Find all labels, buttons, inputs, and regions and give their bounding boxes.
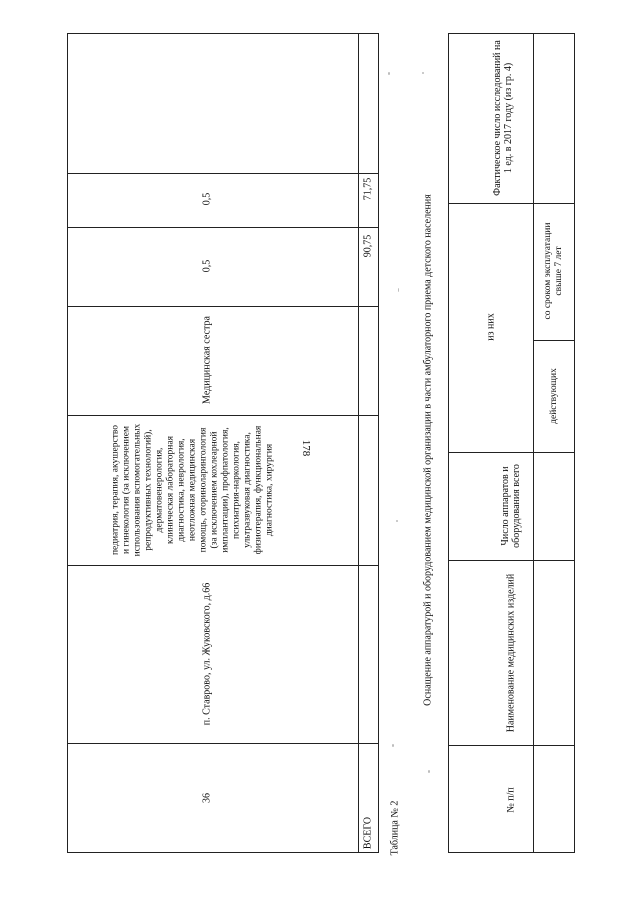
total-label: ВСЕГО xyxy=(362,816,374,850)
table-title: Оснащение аппаратурой и оборудованием медицинской организации в части амбулаторного приема детского населения xyxy=(422,194,434,706)
header-num: № п/п xyxy=(505,787,517,813)
header-over7: со сроком эксплуатации свыше 7 лет xyxy=(543,222,564,320)
value-a-cell: 0,5 xyxy=(201,259,213,273)
header-total-count: Число аппаратов и оборудования всего xyxy=(500,464,522,548)
header-of-them: из них xyxy=(485,313,497,341)
header-actual: Фактическое число исследований на 1 ед. в 2017 году (из гр. 4) xyxy=(492,40,514,196)
table-caption: Таблица № 2 xyxy=(389,800,401,856)
value-b-cell: 0,5 xyxy=(201,192,213,206)
total-value-a: 90,75 xyxy=(362,234,374,258)
total-value-b: 71,75 xyxy=(362,177,374,201)
address-cell: п. Ставрово, ул. Жуковского, д.66 xyxy=(201,582,213,726)
page-number: 178 xyxy=(300,439,312,457)
row-number-cell: 36 xyxy=(201,793,213,803)
header-name: Наименование медицинских изделий xyxy=(505,573,517,733)
header-active: действующих xyxy=(549,368,559,424)
activities-cell: педиатрия, терапия, акушерство и гинекология (за исключением использования вспомогательных репродуктивных технологий), дерматовенерология, клиническая лабораторная диагностика, неврология, неотложная медицинская помощь, оториноларингология (за исключением кохлеарной имплантации), профпатология, психиатрия-наркология, ультразвуковая диагностика, физиотерапия, функциональная диагностика, хирургия xyxy=(110,423,275,557)
position-cell: Медицинская сестра xyxy=(201,316,213,404)
